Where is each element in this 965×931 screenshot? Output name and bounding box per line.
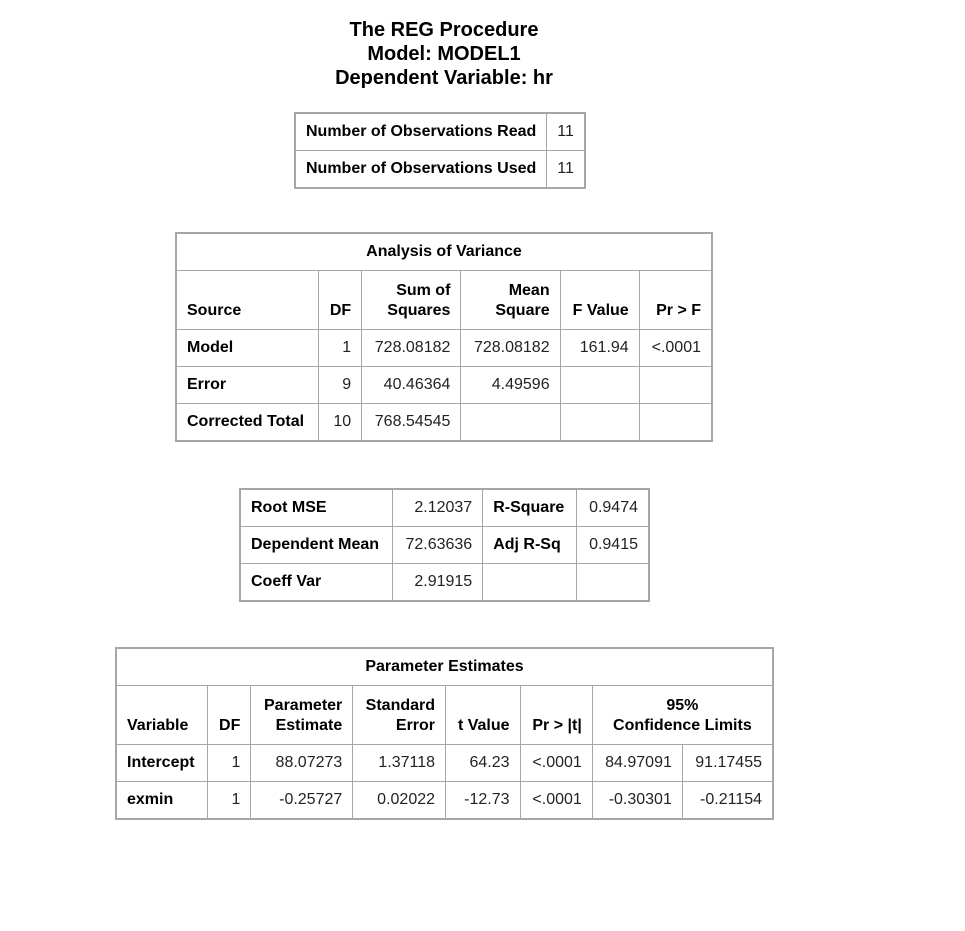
t-value-cell: -12.73: [446, 782, 521, 820]
table-row: [176, 404, 712, 442]
fit-statistics-table: [239, 488, 650, 602]
header-line: Square: [495, 302, 550, 319]
col-header-variable: Variable: [116, 686, 207, 745]
table-row: [240, 527, 649, 564]
upper-limit-cell: -0.21154: [682, 782, 773, 820]
parameter-estimates-table: [115, 647, 774, 820]
parameter-estimates-caption: Parameter Estimates: [116, 648, 773, 686]
col-header-t-value: t Value: [446, 686, 521, 745]
obs-used-label: Number of Observations Used: [295, 151, 547, 189]
table-row: [116, 745, 773, 782]
fit-label: Dependent Mean: [240, 527, 393, 564]
t-value-cell: 64.23: [446, 745, 521, 782]
ms-cell: 728.08182: [461, 330, 560, 367]
fit-label: R-Square: [483, 489, 577, 527]
ss-cell: 768.54545: [362, 404, 461, 442]
p-cell: [639, 367, 712, 404]
variable-cell: exmin: [116, 782, 207, 820]
fit-value: [577, 564, 649, 602]
table-row: [295, 151, 585, 189]
header-line: Sum of: [396, 282, 451, 299]
anova-table: [175, 232, 713, 442]
df-cell: 9: [318, 367, 361, 404]
source-cell: Corrected Total: [176, 404, 318, 442]
col-header-standard-error: [353, 686, 446, 745]
col-header-pr-t: Pr > |t|: [520, 686, 592, 745]
fit-value: 0.9415: [577, 527, 649, 564]
table-caption-row: [116, 648, 773, 686]
p-value-cell: <.0001: [520, 745, 592, 782]
variable-cell: Intercept: [116, 745, 207, 782]
header-line: Estimate: [275, 717, 343, 734]
p-cell: [639, 404, 712, 442]
fit-value: 2.91915: [393, 564, 483, 602]
lower-limit-cell: -0.30301: [592, 782, 682, 820]
p-value-cell: <.0001: [520, 782, 592, 820]
estimate-cell: -0.25727: [251, 782, 353, 820]
dependent-variable-title: Dependent Variable: hr: [335, 67, 553, 89]
table-header-row: [176, 271, 712, 330]
table-row: [116, 782, 773, 820]
col-header-f-value: F Value: [560, 271, 639, 330]
col-header-source: Source: [176, 271, 318, 330]
table-row: [176, 330, 712, 367]
std-error-cell: 1.37118: [353, 745, 446, 782]
obs-read-label: Number of Observations Read: [295, 113, 547, 151]
col-header-mean-square: [461, 271, 560, 330]
fit-label: Adj R-Sq: [483, 527, 577, 564]
upper-limit-cell: 91.17455: [682, 745, 773, 782]
header-line: Parameter: [264, 697, 343, 714]
observations-table: [294, 112, 586, 189]
table-caption-row: [176, 233, 712, 271]
df-cell: 1: [318, 330, 361, 367]
df-cell: 1: [207, 782, 250, 820]
col-header-pr-f: Pr > F: [639, 271, 712, 330]
procedure-titles: [0, 18, 888, 90]
fit-label: [483, 564, 577, 602]
col-header-df: DF: [318, 271, 361, 330]
table-row: [240, 489, 649, 527]
df-cell: 10: [318, 404, 361, 442]
col-header-parameter-estimate: [251, 686, 353, 745]
ss-cell: 40.46364: [362, 367, 461, 404]
fit-label: Root MSE: [240, 489, 393, 527]
fit-value: 2.12037: [393, 489, 483, 527]
fit-value: 72.63636: [393, 527, 483, 564]
f-cell: [560, 404, 639, 442]
p-cell: <.0001: [639, 330, 712, 367]
std-error-cell: 0.02022: [353, 782, 446, 820]
fit-label: Coeff Var: [240, 564, 393, 602]
col-header-sum-of-squares: [362, 271, 461, 330]
header-line: Mean: [508, 282, 550, 299]
header-line: Error: [395, 717, 436, 734]
table-row: [295, 113, 585, 151]
col-header-df: DF: [207, 686, 250, 745]
estimate-cell: 88.07273: [251, 745, 353, 782]
df-cell: 1: [207, 745, 250, 782]
header-line: 95%: [666, 697, 699, 714]
model-title: Model: MODEL1: [367, 43, 521, 65]
obs-used-value: 11: [547, 151, 585, 189]
ss-cell: 728.08182: [362, 330, 461, 367]
f-cell: 161.94: [560, 330, 639, 367]
lower-limit-cell: 84.97091: [592, 745, 682, 782]
obs-read-value: 11: [547, 113, 585, 151]
header-line: Confidence Limits: [613, 717, 752, 734]
table-header-row: [116, 686, 773, 745]
anova-caption: Analysis of Variance: [176, 233, 712, 271]
f-cell: [560, 367, 639, 404]
source-cell: Error: [176, 367, 318, 404]
header-line: Standard: [365, 697, 436, 714]
ms-cell: 4.49596: [461, 367, 560, 404]
ms-cell: [461, 404, 560, 442]
col-header-confidence-limits: [592, 686, 773, 745]
source-cell: Model: [176, 330, 318, 367]
header-line: Squares: [387, 302, 451, 319]
procedure-title: The REG Procedure: [349, 19, 539, 41]
table-row: [176, 367, 712, 404]
table-row: [240, 564, 649, 602]
fit-value: 0.9474: [577, 489, 649, 527]
